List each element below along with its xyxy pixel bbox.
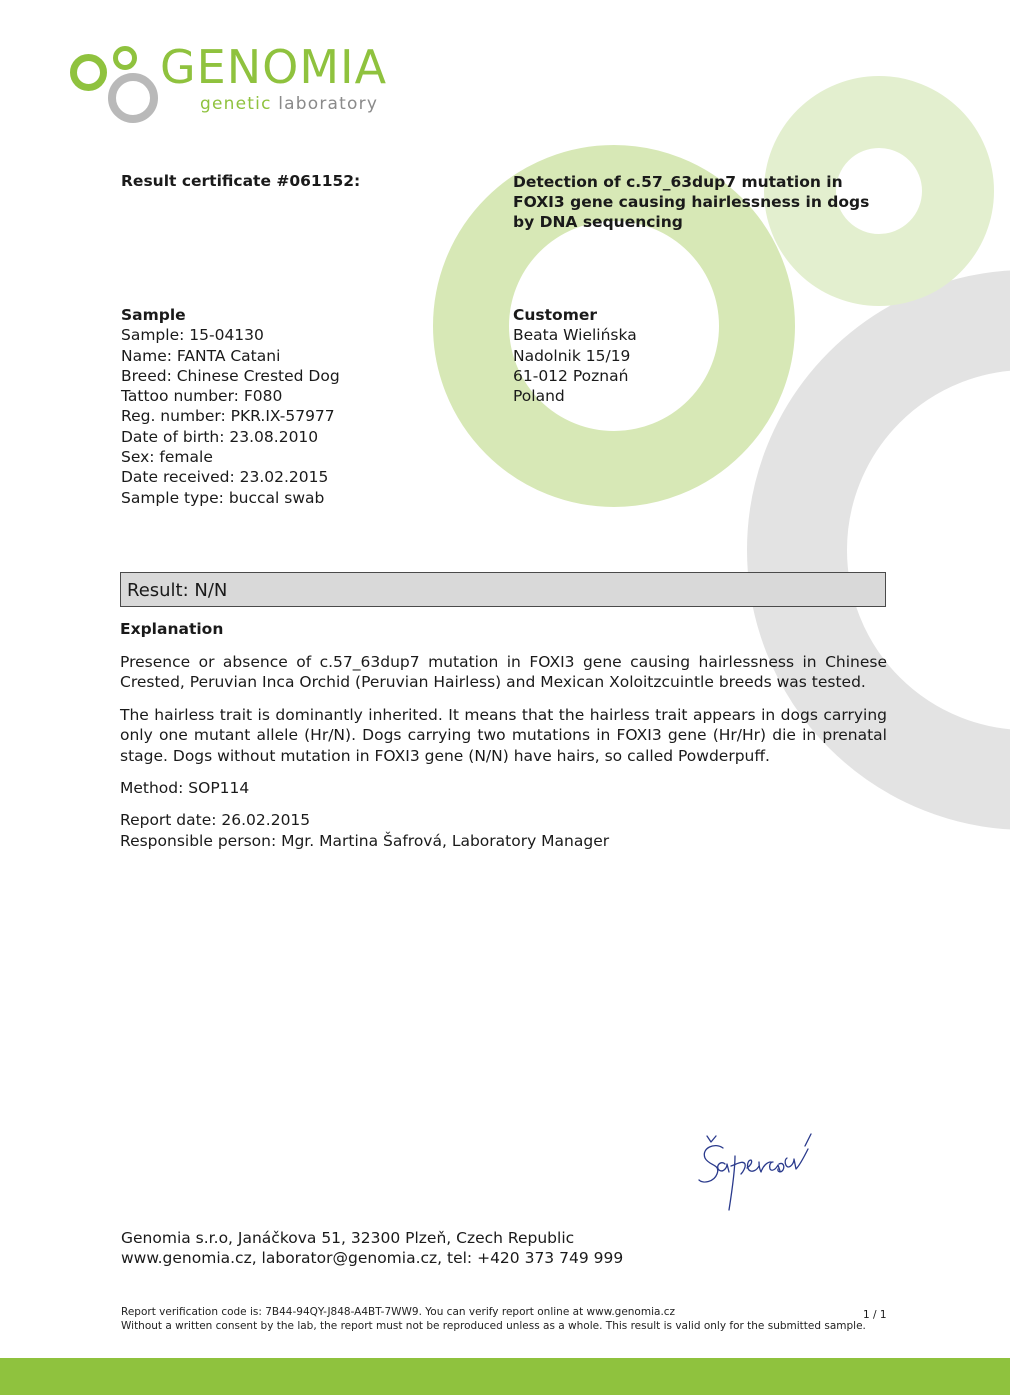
- responsible-person-line: Responsible person: Mgr. Martina Šafrová, Laboratory Manager: [120, 832, 610, 850]
- certificate-title: Result certificate #061152:: [121, 172, 361, 190]
- logo-circle-gray: [108, 73, 158, 123]
- sample-line: Sample: 15-04130: [121, 326, 264, 345]
- bottom-green-bar: [0, 1358, 1010, 1395]
- result-box: [120, 572, 886, 607]
- customer-line: Beata Wielińska: [513, 326, 637, 345]
- sample-line: Sex: female: [121, 448, 213, 467]
- method-line: Method: SOP114: [120, 779, 250, 797]
- customer-heading: Customer: [513, 306, 598, 324]
- sample-line: Name: FANTA Catani: [121, 346, 281, 365]
- sample-heading: Sample: [121, 306, 186, 324]
- sample-line: Breed: Chinese Crested Dog: [121, 366, 340, 385]
- footer-address: Genomia s.r.o, Janáčkova 51, 32300 Plzeň, Czech Republic: [121, 1229, 575, 1247]
- logo-wordmark: GENOMIA: [160, 40, 388, 94]
- sample-line: Tattoo number: F080: [121, 387, 283, 406]
- footer-contact: www.genomia.cz, laborator@genomia.cz, tel: +420 373 749 999: [121, 1249, 624, 1267]
- explanation-paragraph-2: The hairless trait is dominantly inherited. It means that the hairless trait appears in dogs carrying only one mutant allele (Hr/N). Dogs carrying two mutations in FOXI3 gene (Hr/Hr) die in prenatal stage. Dogs without mutation in FOXI3 gene (N/N) have hairs, so called Powderpuff.: [120, 706, 887, 765]
- customer-block: [513, 305, 637, 406]
- sample-line: Date of birth: 23.08.2010: [121, 427, 319, 446]
- logo-circle-green-large: [70, 54, 107, 91]
- report-date-line: Report date: 26.02.2015: [120, 811, 311, 829]
- customer-line: 61-012 Poznań: [513, 366, 629, 385]
- logo-circle-green-small: [113, 46, 137, 70]
- customer-line: Nadolnik 15/19: [513, 346, 631, 365]
- explanation-heading: Explanation: [120, 620, 224, 638]
- customer-line: Poland: [513, 387, 565, 406]
- logo-tagline: genetic laboratory: [200, 94, 379, 114]
- signature-image: [695, 1128, 830, 1218]
- test-title: Detection of c.57_63dup7 mutation in FOXI3 gene causing hairlessness in dogs by DNA sequencing: [513, 173, 870, 231]
- explanation-paragraph-1: Presence or absence of c.57_63dup7 mutation in FOXI3 gene causing hairlessness in Chinese Crested, Peruvian Inca Orchid (Peruvian Hairless) and Mexican Xoloitzcuintle breeds was tested.: [120, 653, 887, 692]
- sample-line: Reg. number: PKR.IX-57977: [121, 407, 335, 426]
- consent-note: Without a written consent by the lab, the report must not be reproduced unless as a whole. This result is valid only for the submitted sample.: [121, 1320, 866, 1332]
- page-number: 1 / 1: [863, 1309, 887, 1321]
- sample-line: Sample type: buccal swab: [121, 488, 325, 507]
- verification-note: Report verification code is: 7B44-94QY-J848-A4BT-7WW9. You can verify report online at www.genomia.cz: [121, 1306, 676, 1318]
- result-text: Result: N/N: [127, 580, 228, 601]
- sample-line: Date received: 23.02.2015: [121, 468, 329, 487]
- sample-block: [121, 305, 340, 508]
